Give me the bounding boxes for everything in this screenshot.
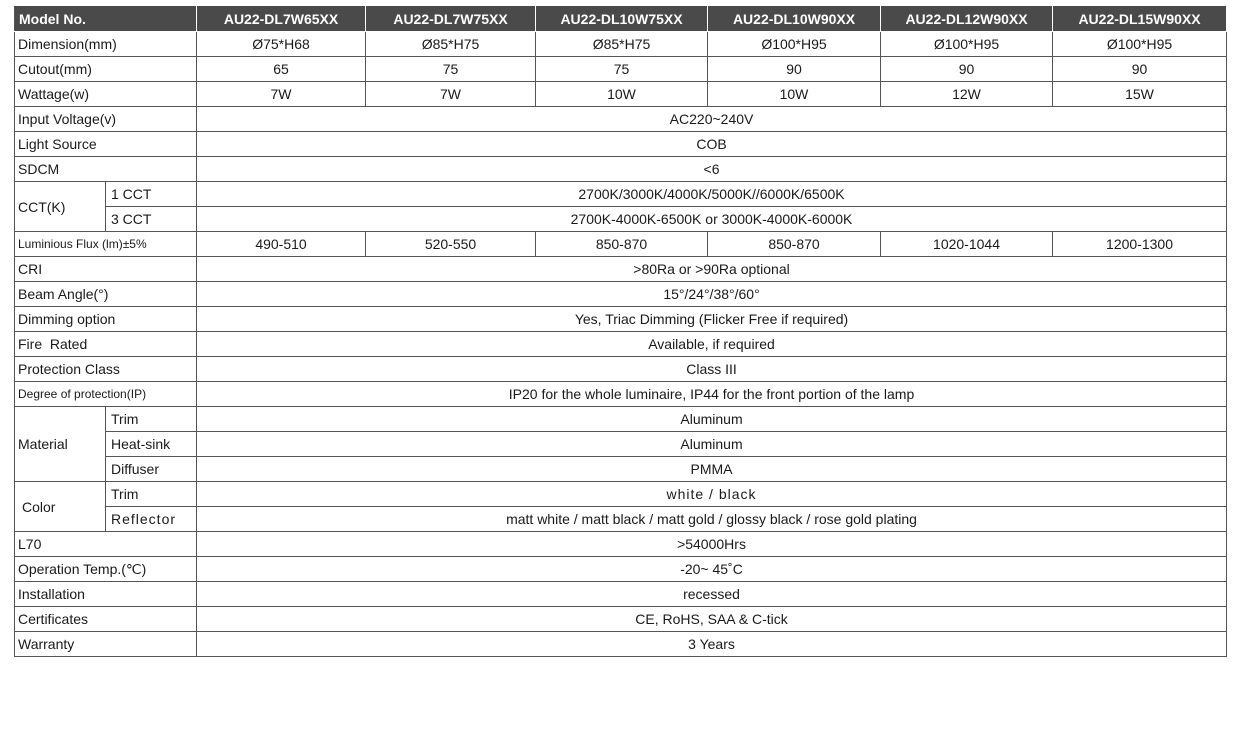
cell-value: 7W (197, 82, 366, 107)
sub-label: Diffuser (106, 457, 197, 482)
table-row (15, 632, 1227, 657)
table-row (15, 507, 1227, 532)
cell-value: 1200-1300 (1053, 232, 1227, 257)
cell-value: <6 (197, 157, 1227, 182)
cell-value: 90 (881, 57, 1053, 82)
table-row (15, 182, 1227, 207)
table-row (15, 57, 1227, 82)
cell-value: 490-510 (197, 232, 366, 257)
group-label: Color (15, 482, 106, 532)
row-label: Wattage(w) (15, 82, 197, 107)
row-label: Degree of protection(IP) (15, 382, 197, 407)
cell-value: Ø75*H68 (197, 32, 366, 57)
table-row (15, 432, 1227, 457)
row-label: CRI (15, 257, 197, 282)
cell-value: Aluminum (197, 407, 1227, 432)
cell-value: 15W (1053, 82, 1227, 107)
cell-value: 10W (708, 82, 881, 107)
table-row (15, 32, 1227, 57)
model-header: AU22-DL10W90XX (708, 6, 881, 32)
cell-value: 1020-1044 (881, 232, 1053, 257)
table-row (15, 282, 1227, 307)
table-row (15, 532, 1227, 557)
header-label: Model No. (15, 6, 197, 32)
spec-sheet (14, 5, 1226, 657)
table-row (15, 232, 1227, 257)
sub-label: Trim (106, 407, 197, 432)
cell-value: Yes, Triac Dimming (Flicker Free if required) (197, 307, 1227, 332)
table-row (15, 332, 1227, 357)
row-label: Dimension(mm) (15, 32, 197, 57)
cell-value: AC220~240V (197, 107, 1227, 132)
sub-label: Reflector (106, 507, 197, 532)
row-label: Operation Temp.(℃) (15, 557, 197, 582)
group-label: Material (15, 407, 106, 482)
row-label: SDCM (15, 157, 197, 182)
cell-value: 12W (881, 82, 1053, 107)
cell-value: Class III (197, 357, 1227, 382)
row-label: Cutout(mm) (15, 57, 197, 82)
row-label: Input Voltage(v) (15, 107, 197, 132)
table-row (15, 582, 1227, 607)
cell-value: 10W (536, 82, 708, 107)
cell-value: white / black (197, 482, 1227, 507)
model-header: AU22-DL7W65XX (197, 6, 366, 32)
table-row (15, 557, 1227, 582)
cell-value: 75 (366, 57, 536, 82)
cell-value: IP20 for the whole luminaire, IP44 for the front portion of the lamp (197, 382, 1227, 407)
table-row (15, 82, 1227, 107)
table-row (15, 607, 1227, 632)
cell-value: 520-550 (366, 232, 536, 257)
cell-value: >54000Hrs (197, 532, 1227, 557)
cell-value: 15°/24°/38°/60° (197, 282, 1227, 307)
cell-value: 65 (197, 57, 366, 82)
row-label: Luminious Flux (lm)±5% (15, 232, 197, 257)
sub-label: 1 CCT (106, 182, 197, 207)
cell-value: -20~ 45˚C (197, 557, 1227, 582)
cell-value: 850-870 (708, 232, 881, 257)
spec-table (14, 5, 1227, 657)
cell-value: 90 (1053, 57, 1227, 82)
cell-value: 90 (708, 57, 881, 82)
cell-value: 2700K/3000K/4000K/5000K//6000K/6500K (197, 182, 1227, 207)
model-header: AU22-DL12W90XX (881, 6, 1053, 32)
model-header: AU22-DL7W75XX (366, 6, 536, 32)
table-row (15, 257, 1227, 282)
cell-value: COB (197, 132, 1227, 157)
cell-value: recessed (197, 582, 1227, 607)
row-label: L70 (15, 532, 197, 557)
table-row (15, 132, 1227, 157)
cell-value: Ø100*H95 (708, 32, 881, 57)
row-label: Certificates (15, 607, 197, 632)
table-row (15, 357, 1227, 382)
table-row (15, 407, 1227, 432)
row-label: Dimming option (15, 307, 197, 332)
group-label: CCT(K) (15, 182, 106, 232)
cell-value: Ø85*H75 (366, 32, 536, 57)
cell-value: Ø100*H95 (1053, 32, 1227, 57)
cell-value: >80Ra or >90Ra optional (197, 257, 1227, 282)
row-label: Installation (15, 582, 197, 607)
header-row (15, 6, 1227, 32)
table-row (15, 307, 1227, 332)
sub-label: 3 CCT (106, 207, 197, 232)
cell-value: 3 Years (197, 632, 1227, 657)
table-row (15, 382, 1227, 407)
table-row (15, 207, 1227, 232)
sub-label: Heat-sink (106, 432, 197, 457)
cell-value: PMMA (197, 457, 1227, 482)
model-header: AU22-DL10W75XX (536, 6, 708, 32)
cell-value: Ø100*H95 (881, 32, 1053, 57)
cell-value: 2700K-4000K-6500K or 3000K-4000K-6000K (197, 207, 1227, 232)
sub-label: Trim (106, 482, 197, 507)
table-row (15, 107, 1227, 132)
table-row (15, 157, 1227, 182)
row-label: Beam Angle(°) (15, 282, 197, 307)
cell-value: matt white / matt black / matt gold / glossy black / rose gold plating (197, 507, 1227, 532)
model-header: AU22-DL15W90XX (1053, 6, 1227, 32)
row-label: Light Source (15, 132, 197, 157)
row-label: Fire Rated (15, 332, 197, 357)
table-row (15, 457, 1227, 482)
cell-value: CE, RoHS, SAA & C-tick (197, 607, 1227, 632)
row-label: Protection Class (15, 357, 197, 382)
cell-value: Ø85*H75 (536, 32, 708, 57)
row-label: Warranty (15, 632, 197, 657)
cell-value: 850-870 (536, 232, 708, 257)
table-row (15, 482, 1227, 507)
cell-value: Aluminum (197, 432, 1227, 457)
cell-value: Available, if required (197, 332, 1227, 357)
cell-value: 75 (536, 57, 708, 82)
cell-value: 7W (366, 82, 536, 107)
